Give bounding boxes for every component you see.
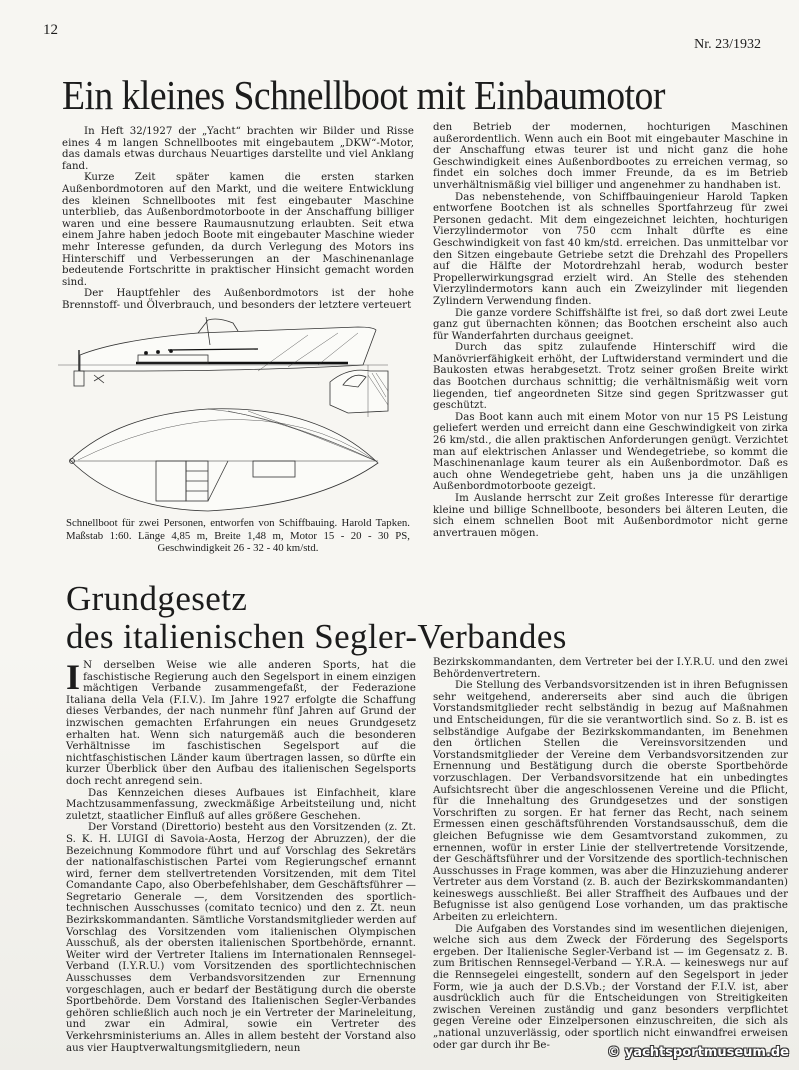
paragraph: Kurze Zeit später kamen die ersten starken Außenbordmotoren auf den Markt, und die weitere Entwicklung des kleinen Schnellbootes mit fest eingebauter Maschine unterblieb, das Außenbordmotorboote in der Anschaffung billiger waren und eine bessere Raumausnutzung erlaubten. Seit etwa einem Jahre haben jedoch Boote mit eingebauter Maschine wieder mehr Interesse gefunden, da durch Verlegung des Motors ins Hinterschiff und Verbesserungen an der Maschinenanlage bedeutende Fortschritte in praktischer Hinsicht gemacht worden sind.	[62, 172, 414, 288]
article2-left-column	[66, 657, 416, 1054]
article1-title: Ein kleines Schnellboot mit Einbaumotor	[62, 72, 665, 118]
paragraph: Das nebenstehende, von Schiffbauingenieur Harold Tapken entworfene Bootchen ist als schnelles Sportfahrzeug für zwei Personen gedacht. Mit dem eingezeichnet leichten, hochturigen Vierzylindermotor von 750 ccm Inhalt dürfte es eine Geschwindigkeit von fast 40 km/std. erreichen. Das unmittelbar vor den Sitzen eingebaute Getriebe setzt die Drehzahl des Propellers auf die Hälfte der Motordrehzahl herab, wodurch bester Propellerwirkungsgrad erzielt wird. An Stelle des stehenden Vierzylindermotors kann auch ein Zweizylinder mit liegenden Zylindern Verwendung finden.	[433, 191, 788, 307]
paragraph: Der Hauptfehler des Außenbordmotors ist der hohe Brennstoff- und Ölverbrauch, und besonders der letztere verteuert	[62, 288, 414, 311]
paragraph: Im Auslande herrscht zur Zeit großes Interesse für derartige kleine und billige Schnellboote, besonders bei älteren Leuten, die sich einem schnellen Boot mit Außenbordmotor nicht gerne anvertrauen mögen.	[433, 493, 788, 539]
paragraph: Das Kennzeichen dieses Aufbaues ist Einfachheit, klare Machtzusammenfassung, zweckmäßige Arbeitsteilung und, nicht zuletzt, staatlicher Einfluß auf alles größere Geschehen.	[66, 787, 416, 822]
paragraph: Bezirkskommandanten, dem Vertreter bei der I.Y.R.U. und den zwei Behördenvertretern.	[433, 657, 788, 680]
paragraph: Das Boot kann auch mit einem Motor von nur 15 PS Leistung geliefert werden und erreicht dann eine Geschwindigkeit von zirka 26 km/std., die allen praktischen Anforderungen genügt. Verzichtet man auf elektrischen Anlasser und Wendegetriebe, so kommt die Maschinenanlage kaum teurer als ein Außenbordmotor. Daß es auch ohne Wendegetriebe geht, haben uns ja die unzähligen Außenbordmotorboote gezeigt.	[433, 411, 788, 493]
article2-title-line1: Grundgesetz	[66, 579, 248, 618]
issue-number: Nr. 23/1932	[694, 37, 761, 52]
article1-left-column	[62, 126, 414, 312]
paragraph	[66, 657, 416, 788]
paragraph: Durch das spitz zulaufende Hinterschiff wird die Manövrierfähigkeit erhöht, der Luftwiderstand vermindert und die Baukosten etwas herabgesetzt. Trotz seiner großen Breite wirkt das Bootchen durchaus schnittig; die verhältnismäßig weit vorn liegenden, tief angeordneten Sitze sind gegen Spritzwasser gut geschützt.	[433, 342, 788, 412]
article2-right-column	[433, 657, 788, 1051]
paragraph: den Betrieb der modernen, hochturigen Maschinen außerordentlich. Wenn auch ein Boot mit eingebauter Maschine in der Anschaffung etwas teurer ist und nicht ganz die hohe Geschwindigkeit eines Außenbordbootes zu erreichen vermag, so findet ein solches doch immer Freunde, da es im Betrieb unverhältnismäßig viel billiger und angenehmer zu handhaben ist.	[433, 122, 788, 191]
top-view-drawing	[70, 409, 379, 511]
figure-caption: Schnellboot für zwei Personen, entworfen von Schiffbauing. Harold Tapken. Maßstab 1:60. Länge 4,85 m, Breite 1,48 m, Motor 15 - 20 - 30 PS, Geschwindigkeit 26 - 32 - 40 km/std.	[66, 517, 410, 554]
paragraph-text: N derselben Weise wie alle anderen Sports, hat die faschistische Regierung auch den Segelsport in einem einzigen mächtigen Verbande zusammengefaßt, der Federazione Italiana della Vela (F.I.V.). Im Jahre 1927 erfolgte die Schaffung dieses Verbandes, der nach nunmehr fünf Jahren auf Grund der inzwischen gemachten Erfahrungen ein neues Grundgesetz erhalten hat. Wenn sich naturgemäß auch die besonderen Verhältnisse im faschistischen Segelsport auf die nichtfaschistischen Länder kaum übertragen lassen, so dürfte ein kurzer Überblick über den Aufbau des italienischen Segelsports doch recht anregend sein.	[66, 660, 416, 787]
paragraph: Die Stellung des Verbandsvorsitzenden ist in ihren Befugnissen sehr weitgehend, andererseits aber sind auch die übrigen Vorstandsmitglieder recht selbständig in bezug auf Maßnahmen und Entscheidungen, für die sie verantwortlich sind. So z. B. ist es selbständige Aufgabe der Bezirkskommandanten, im Benehmen den örtlichen Stellen die Vereinsvorsitzenden und Vorstandsmitglieder der Vereine dem Verbandsvorsitzenden zur Ernennung und Bestätigung durch die oberste Sportbehörde vorzuschlagen. Der Verbandsvorsitzende hat ein unbedingtes Aufsichtsrecht über die angeschlossenen Vereine und die Pflicht, für die Innehaltung des Grundgesetzes und der sonstigen Vorschriften zu sorgen. Er hat ferner das Recht, nach seinem Ermessen einen geschäftsführenden Vorstandsausschuß, dem die gleichen Befugnisse wie dem Gesamtvorstand zukommen, zu ernennen, wofür in erster Linie der stellvertretende Vorsitzende, der Geschäftsführer und der Vorsitzende des sportlich-technischen Ausschusses in Frage kommen, was aber die Hinzuziehung anderer Vertreter aus dem Vorstand (z. B. auch der Bezirkskommandanten) keineswegs ausschließt. Bei aller Straffheit des Aufbaues und der Befugnisse ist also genügend Lose vorhanden, um das praktische Arbeiten zu erleichtern.	[433, 680, 788, 924]
stern-section-drawing	[330, 365, 388, 417]
page-number: 12	[43, 22, 58, 38]
article2-title	[66, 580, 786, 656]
article2-title-line2: des italienischen Segler-Verbandes	[66, 617, 567, 656]
paragraph: Die ganze vordere Schiffshälfte ist frei, so daß dort zwei Leute ganz gut übernachten können; das Bootchen erscheint also auch für Wanderfahrten durchaus geeignet.	[433, 307, 788, 342]
paragraph: In Heft 32/1927 der „Yacht“ brachten wir Bilder und Risse eines 4 m langen Schnellbootes mit eingebautem „DKW“-Motor, das damals etwas durchaus Neuartiges darstellte und viel Anklang fand.	[62, 126, 414, 172]
article1-right-column	[433, 122, 788, 539]
paragraph: Die Aufgaben des Vorstandes sind im wesentlichen diejenigen, welche sich aus dem Zweck der Förderung des Segelsports ergeben. Der Italienische Segler-Verband ist — im Gegensatz z. B. zum Britischen Rennsegel-Verband — Y.R.A. — keineswegs nur auf die Rennsegelei eingestellt, sondern auf den Segelsport in jeder Form, wie ja auch der D.S.Vb.; der Vorstand der F.I.V. ist, aber ausdrücklich auch für die Entscheidungen von Streitigkeiten zwischen Vereinen zuständig und ganz besonders verpflichtet gegen Vereine oder Einzelpersonen einzuschreiten, die sich als „national unzuverlässig, oder sportlich nicht einwandfrei erweisen oder gar durch ihr Be-	[433, 923, 788, 1051]
boat-plan-drawing	[58, 305, 418, 515]
paragraph: Der Vorstand (Direttorio) besteht aus den Vorsitzenden (z. Zt. S. K. H. LUIGI di Savoia-Aosta, Herzog der Abruzzen), der die Bezeichnung Kommodore führt und auf Vorschlag des Sekretärs der nationalfaschistischen Partei vom Regierungschef ernannt wird, ferner dem stellvertretenden Vorsitzenden, mit dem Titel Comandante Capo, also Oberbefehlshaber, dem Geschäftsführer — Segretario Generale —, dem Vorsitzenden des sportlich-technischen Ausschusses (comitato tecnico) und den z. Zt. neun Bezirkskommandanten. Sämtliche Vorstandsmitglieder werden auf Vorschlag des Vorsitzenden vom italienischen Olympischen Ausschuß, als der obersten italienischen Sportbehörde, ernannt. Weiter wird der Vertreter Italiens im Internationalen Rennsegel-Verband (I.Y.R.U.) vom Vorsitzenden des sportlichtechnischen Ausschusses dem Verbandsvorsitzenden zur Ernennung vorgeschlagen, auch er bedarf der Bestätigung durch die oberste Sportbehörde. Dem Vorstand des Italienischen Segler-Verbandes gehören schließlich auch noch je ein Vertreter der Marineleitung, und zwar ein Admiral, sowie ein Vertreter des Verkehrsministeriums an. Alles in allem besteht der Vorstand also aus vier Hauptverwaltungsmitgliedern, neun	[66, 822, 416, 1054]
copyright-watermark: © yachtsportmuseum.de	[607, 1045, 789, 1060]
drop-cap: I	[66, 657, 81, 697]
